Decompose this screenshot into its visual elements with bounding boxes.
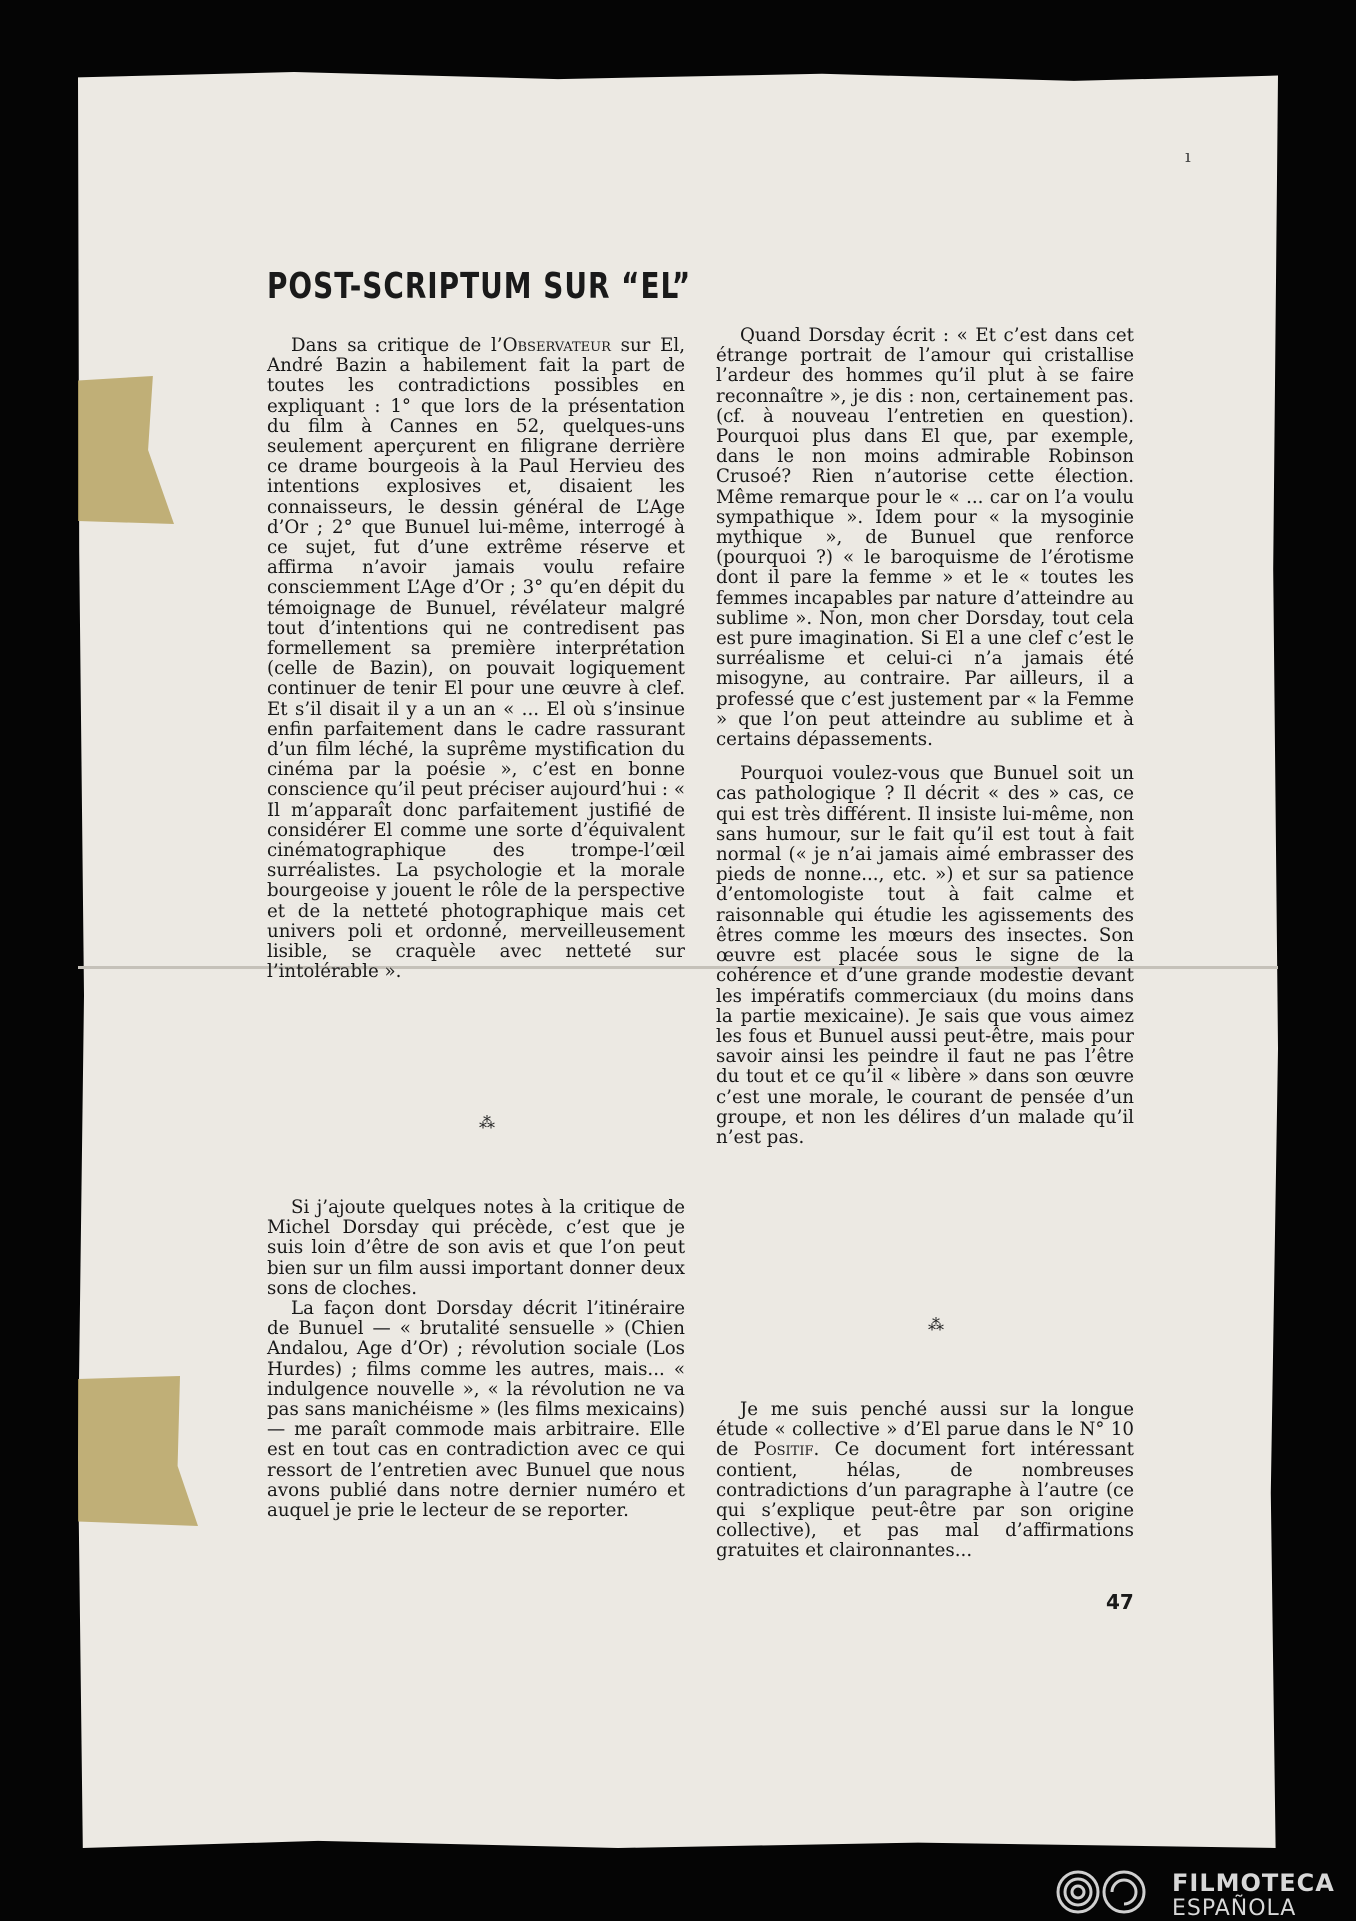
publication-name-observateur: Observateur	[502, 335, 611, 356]
right-column-block-2	[716, 1400, 1134, 1562]
article-title: POST-SCRIPTUM SUR “EL”	[267, 266, 692, 308]
section-separator: ⁂	[479, 1113, 495, 1132]
left-column-block-2	[267, 1198, 685, 1521]
left-column-block-1	[267, 336, 685, 983]
right-paragraph-3: Je me suis penché aussi sur la longue étude « collective » d’El parue dans le N° 10 de Positif. Ce document fort intéressant contient, hélas, de nombreuses contradictions d’un paragraphe à l’autre (ce qui s’explique peut-être par son origine collective), et pas mal d’affirmations gratuites et claironnantes...	[716, 1399, 1134, 1562]
watermark-brand-sub: ESPAÑOLA	[1172, 1896, 1297, 1921]
filmoteca-logo-icon	[1052, 1868, 1152, 1916]
pencil-mark: ı	[1185, 146, 1191, 167]
left-paragraph-2: Si j’ajoute quelques notes à la critique de Michel Dorsday qui précède, c’est que je suis loin d’être de son avis et que l’on peut bien sur un film aussi important donner deux sons de cloches.	[267, 1197, 685, 1299]
section-separator: ⁂	[928, 1315, 944, 1334]
left-paragraph-1: Dans sa critique de l’Observateur sur El, André Bazin a habilement fait la part de toutes les contradictions possibles en expliquant : 1° que lors de la présentation du film à Cannes en 52, quelques-uns seulement aperçurent en filigrane derrière ce drame bourgeois à la Paul Hervieu des intentions explosives et, disaient les connaisseurs, le dessin général de L’Age d’Or ; 2° que Bunuel lui-même, interrogé à ce sujet, fut d’une extrême réserve et affirma n’avoir jamais voulu refaire consciemment L’Age d’Or ; 3° qu’en dépit du témoignage de Bunuel, révélateur malgré tout d’intentions qui ne contredisent pas formellement sa première interprétation (celle de Bazin), on pouvait logiquement continuer de tenir El pour une œuvre à clef. Et s’il disait il y a un an « ... El où s’insinue enfin parfaitement dans le cadre rassurant d’un film léché, la suprême mystification du cinéma par la poésie », c’est en bonne conscience qu’il peut préciser aujourd’hui : « Il m’apparaît donc parfaitement justifié de considérer El comme une sorte d’équivalent cinématographique des trompe-l’œil surréalistes. La psychologie et la morale bourgeoise y jouent le rôle de la perspective et de la netteté photographique mais cet univers poli et ordonné, merveilleusement lisible, se craquèle avec netteté sur l’intolérable ».	[267, 335, 685, 983]
right-column-block-1	[716, 326, 1134, 1148]
left-paragraph-3: La façon dont Dorsday décrit l’itinéraire de Bunuel — « brutalité sensuelle » (Chien Andalou, Age d’Or) ; révolution sociale (Los Hurdes) ; films comme les autres, mais... « indulgence nouvelle », « la révolution ne va pas sans manichéisme » (les films mexicains) — me paraît commode mais arbitraire. Elle est en tout cas en contradiction avec ce qui ressort de l’entretien avec Bunuel que nous avons publié dans notre dernier numéro et auquel je prie le lecteur de se reporter.	[267, 1298, 685, 1522]
watermark-brand: FILMOTECA	[1172, 1869, 1335, 1897]
page-number: 47	[1106, 1590, 1134, 1614]
publication-name-positif: Positif	[753, 1439, 814, 1461]
right-paragraph-2: Pourquoi voulez-vous que Bunuel soit un cas pathologique ? Il décrit « des » cas, ce qui est très différent. Il insiste lui-même, non sans humour, sur le fait qu’il est tout à fait normal (« je n’ai jamais aimé embrasser des pieds de nonne..., etc. ») et sur sa patience d’entomologiste tout à fait calme et raisonnable qui étudie les agissements des êtres comme les mœurs des insectes. Son œuvre est placée sous le signe de la cohérence et d’une grande modestie devant les impératifs commerciaux (du moins dans la partie mexicaine). Je sais que vous aimez les fous et Bunuel aussi peut-être, mais pour savoir ainsi les peindre il faut ne pas l’être du tout et ce qu’il « libère » dans son œuvre c’est une morale, le courant de pensée d’un groupe, et non les délires d’un malade qu’il n’est pas.	[716, 763, 1134, 1148]
right-paragraph-1: Quand Dorsday écrit : « Et c’est dans cet étrange portrait de l’amour qui cristallise l’ardeur des hommes qu’il plut à se faire reconnaître », je dis : non, certainement pas. (cf. à nouveau l’entretien en question). Pourquoi plus dans El que, par exemple, dans le non moins admirable Robinson Crusoé? Rien n’autorise cette élection. Même remarque pour le « ... car on l’a voulu sympathique ». Idem pour « la mysoginie mythique », de Bunuel que renforce (pourquoi ?) « le baroquisme de l’érotisme dont il pare la femme » et le « toutes les femmes incapables par nature d’atteindre au sublime ». Non, mon cher Dorsday, tout cela est pure imagination. Si El a une clef c’est le surréalisme et celui-ci n’a jamais été misogyne, au contraire. Par ailleurs, il a professé que c’est justement par « la Femme » que l’on peut atteindre au sublime et à certains dépassements.	[716, 325, 1134, 751]
